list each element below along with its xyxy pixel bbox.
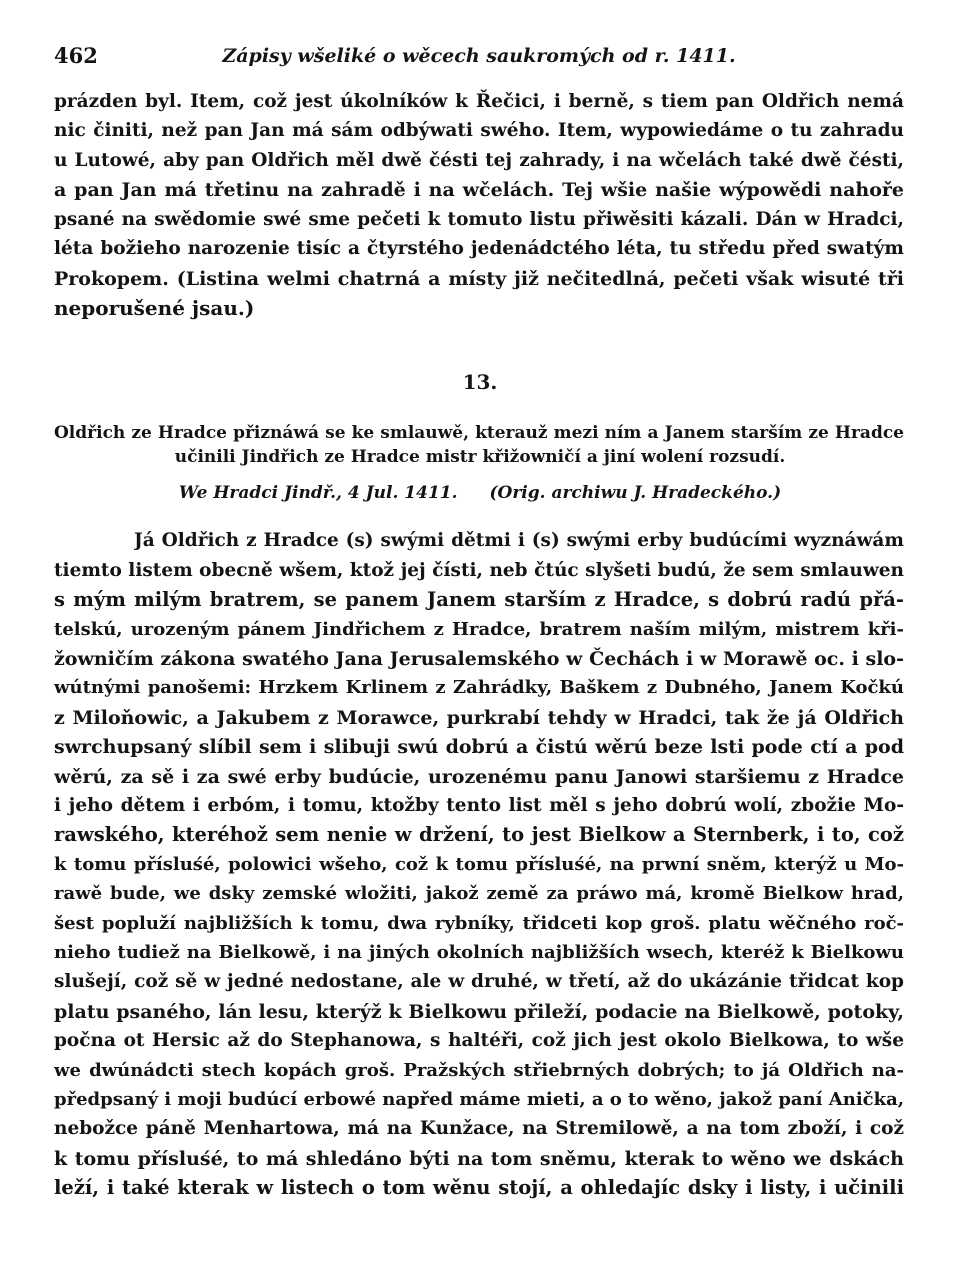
running-title: Zápisy wšeliké o wěcech saukromých od r. 1411. [222, 45, 736, 67]
document-number: 13. [462, 370, 498, 394]
text-line: počna ot Hersic až do Stephanowa, s haltéři, což jich jest okolo Bielkowa, to wše [54, 1030, 904, 1051]
source-place-date: We Hradci Jindř., 4 Jul. 1411. [178, 483, 458, 503]
text-line: telskú, urozeným pánem Jindřichem z Hradce, bratrem naším milým, mistrem kři- [54, 619, 904, 640]
regest-line: učinili Jindřich ze Hradce mistr křižowničí a jiní wolení rozsudí. [174, 447, 786, 467]
text-line: i jeho dětem i erbóm, i tomu, ktožby tento list měl s jeho dobrú wolí, zbožie Mo- [54, 795, 904, 816]
regest-line: Oldřich ze Hradce přiznáwá se ke smlauwě, kterauž mezi ním a Janem starším ze Hradce [54, 423, 904, 443]
text-line: léta božieho narozenie tisíc a čtyrstého jedenádctého léta, tu středu před swatým [54, 238, 904, 259]
text-line: prázden byl. Item, což jest úkolníków k Řečici, i berně, s tiem pan Oldřich nemá [54, 91, 904, 112]
text-line: žowničím zákona swatého Jana Jerusalemského w Čechách i w Morawě oc. i slo- [54, 648, 904, 670]
text-line: wěrú, za sě i za swé erby budúcie, urozenému panu Janowi staršiemu z Hradce [54, 766, 904, 788]
text-line: Já Oldřich z Hradce (s) swými dětmi i (s) swými erby budúcími wyznáwám [134, 530, 904, 551]
text-line: psané na swědomie swé sme pečeti k tomuto listu přiwěsiti kázali. Dán w Hradci, [54, 209, 904, 230]
text-line: tiemto listem obecně wšem, ktož jej čísti, neb čtúc slyšeti budú, že sem smlauwen [54, 560, 904, 581]
text-line: šest popluží najbližších k tomu, dwa rybníky, třidceti kop groš. platu wěčného roč- [54, 913, 904, 934]
text-line: z Miloňowic, a Jakubem z Morawce, purkrabí tehdy w Hradci, tak že já Oldřich [54, 707, 904, 729]
text-line: k tomu přísluśé, polowici wšeho, což k tomu přísluśé, na prwní sněm, kterýž u Mo- [54, 854, 904, 875]
page-number: 462 [54, 43, 98, 68]
source-note [0, 480, 960, 506]
text-line: platu psaného, lán lesu, kterýž k Bielkowu přileží, podacie na Bielkowě, potoky, [54, 1001, 904, 1023]
text-line: nieho tudiež na Bielkowě, i na jiných okolních najbližších wsech, kteréž k Bielkowu [54, 942, 904, 963]
text-line: předpsaný i moji budúcí erbowé napřed máme mieti, a o to wěno, jakož paní Anička, [54, 1089, 904, 1110]
page-header [54, 40, 904, 72]
text-line: rawě bude, we dsky zemské wložiti, jakož země za práwo má, kromě Bielkow hrad, [54, 883, 904, 904]
text-line: nebožce páně Menhartowa, má na Kunžace, na Stremilowě, a na tom zboží, i což [54, 1118, 904, 1139]
text-line: we dwúnádcti stech kopách groš. Pražských střiebrných dobrých; to já Oldřich na- [54, 1060, 904, 1081]
text-line: swrchupsaný slíbil sem i slibuji swú dobrú a čistú wěrú beze lsti pode ctí a pod [54, 736, 904, 758]
source-origin: (Orig. archiwu J. Hradeckého.) [489, 483, 782, 503]
text-line: neporušené jsau.) [54, 296, 255, 320]
text-line: u Lutowé, aby pan Oldřich měl dwě čésti tej zahrady, i na wčelách také dwě čésti, [54, 150, 904, 171]
text-line: slušejí, což sě w jedné nedostane, ale w druhé, w třetí, až do ukázánie třidcat kop [54, 971, 904, 992]
text-line: s mým milým bratrem, se panem Janem starším z Hradce, s dobrú radú přá- [54, 588, 904, 611]
text-line: k tomu přísluśé, to má shledáno býti na tom sněmu, kterak to wěno we dskách [54, 1148, 904, 1170]
text-line: wútnými panošemi: Hrzkem Krlinem z Zahrádky, Baškem z Dubného, Janem Kočkú [54, 677, 904, 698]
text-line: rawského, kteréhož sem nenie w držení, to jest Bielkow a Sternberk, i to, což [54, 823, 904, 846]
text-line: Prokopem. (Listina welmi chatrná a místy již nečitedlná, pečeti však wisuté tři [54, 268, 904, 290]
text-line: nic činiti, než pan Jan má sám odbýwati swého. Item, wypowiedáme o tu zahradu [54, 120, 904, 141]
text-line: a pan Jan má třetinu na zahradě i na wčelách. Tej wšie našie wýpowědi nahoře [54, 179, 904, 201]
text-line: leží, i také kterak w listech o tom wěnu stojí, a ohledajíc dsky i listy, i učinili [54, 1176, 904, 1199]
